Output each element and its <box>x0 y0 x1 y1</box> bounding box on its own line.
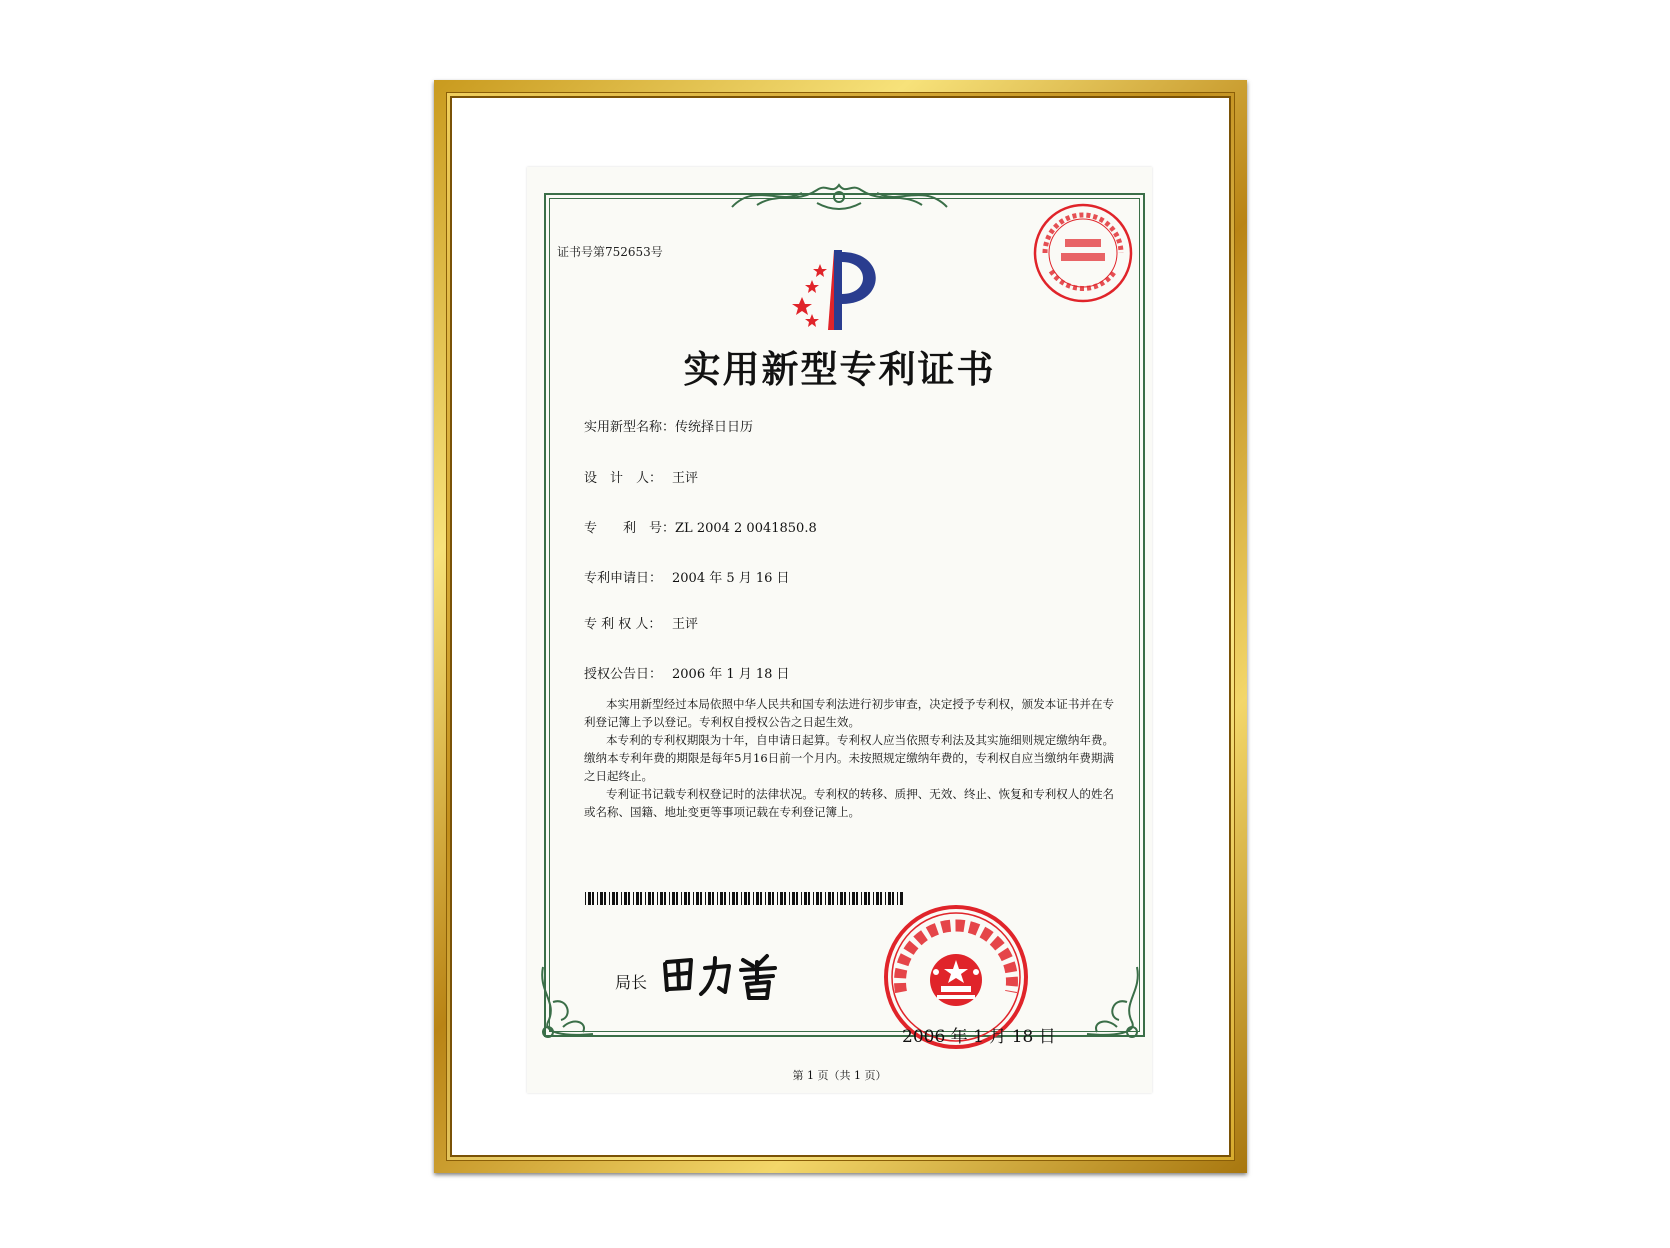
certificate-body <box>584 695 1114 821</box>
certificate-document <box>527 167 1152 1093</box>
picture-frame <box>434 80 1247 1173</box>
field-value: 王评 <box>672 471 699 486</box>
field-label: 专 利 权 人： <box>584 617 662 632</box>
field-value: 王评 <box>672 617 699 632</box>
bottom-right-ornament <box>1077 962 1147 1042</box>
field-label: 专利申请日： <box>584 571 663 586</box>
field-designer <box>584 467 698 486</box>
field-label: 实用新型名称： <box>584 420 676 435</box>
field-label: 授权公告日： <box>584 667 663 682</box>
field-value: ZL 2004 2 0041850.8 <box>675 521 817 536</box>
body-paragraph: 专利证书记载专利权登记时的法律状况。专利权的转移、质押、无效、终止、恢复和专利权人的姓名或名称、国籍、地址变更等事项记载在专利登记簿上。 <box>584 787 1114 819</box>
field-value: 传统择日日历 <box>675 420 754 435</box>
barcode <box>585 892 903 905</box>
field-label: 专 利 号： <box>584 521 676 536</box>
sipo-logo <box>782 242 892 332</box>
signing-date: 2006 年 1 月 18 日 <box>902 1027 1056 1047</box>
director-signature <box>657 942 787 1002</box>
tax-stamp-seal <box>1031 201 1135 305</box>
field-value: 2004 年 5 月 16 日 <box>672 571 790 586</box>
field-value: 2006 年 1 月 18 日 <box>672 667 790 682</box>
field-utility-model-name <box>584 416 753 435</box>
field-label: 设 计 人： <box>584 471 663 486</box>
page-number: 第 1 页（共 1 页） <box>792 1069 887 1082</box>
body-paragraph: 本实用新型经过本局依照中华人民共和国专利法进行初步审查，决定授予专利权，颁发本证书并在专利登记簿上予以登记。专利权自授权公告之日起生效。 <box>584 697 1114 729</box>
frame-mat <box>450 96 1231 1157</box>
director-label: 局长 <box>615 973 648 992</box>
top-ornament <box>727 175 952 215</box>
certificate-title: 实用新型专利证书 <box>683 347 996 391</box>
field-patent-number <box>584 517 817 536</box>
body-paragraph: 本专利的专利权期限为十年，自申请日起算。专利权人应当依照专利法及其实施细则规定缴纳年费。缴纳本专利年费的期限是每年5月16日前一个月内。未按照规定缴纳年费的，专利权自应当缴纳年费期满之日起终止。 <box>584 733 1114 783</box>
field-patentee <box>584 613 698 632</box>
bottom-left-ornament <box>533 962 603 1042</box>
field-application-date <box>584 567 790 586</box>
certificate-number: 证书号第752653号 <box>557 245 663 259</box>
field-grant-date <box>584 663 790 682</box>
